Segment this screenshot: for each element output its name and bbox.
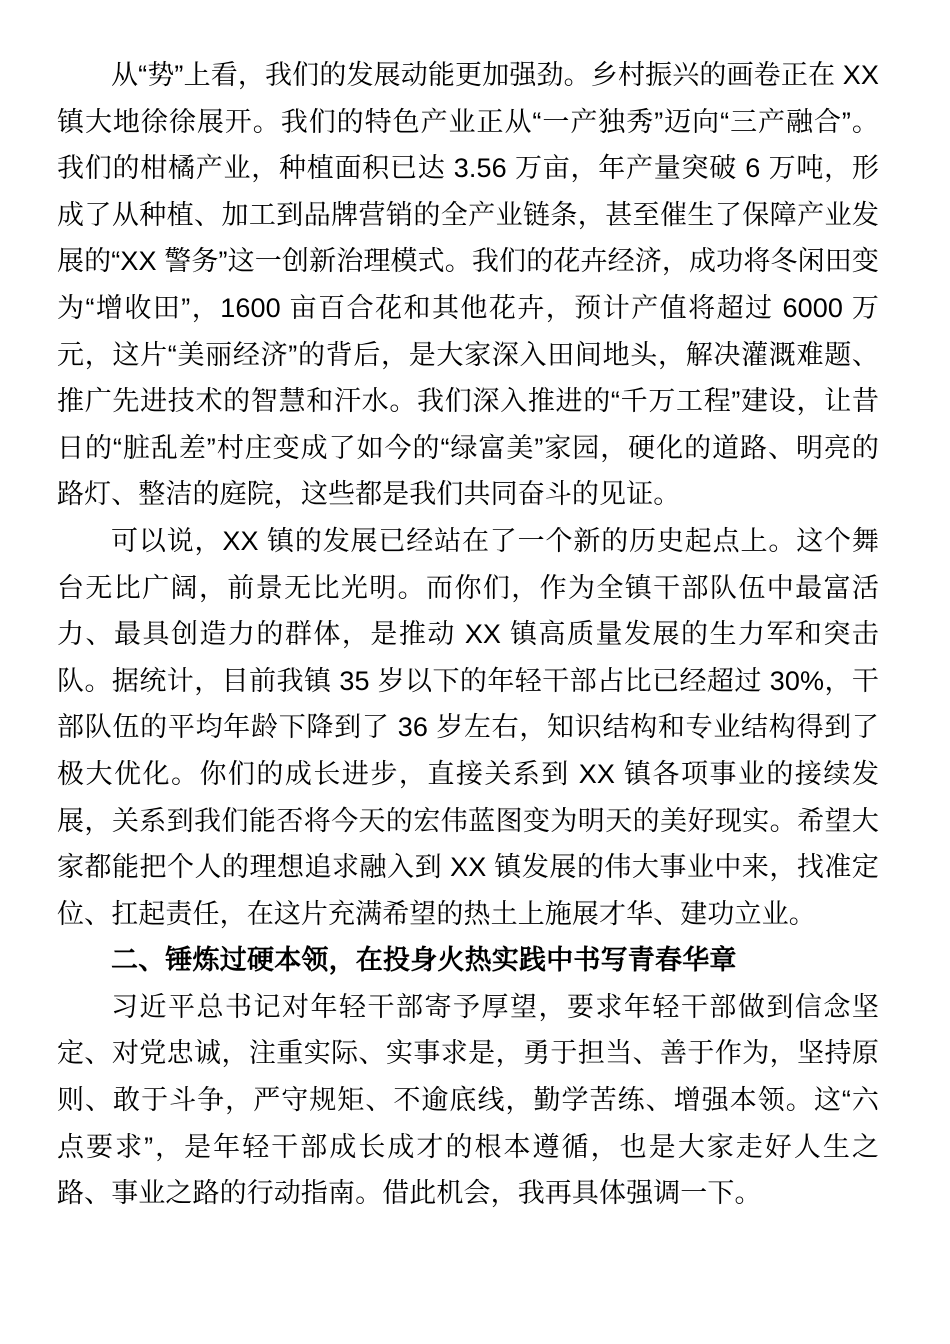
paragraph-historical-starting-point: 可以说，XX 镇的发展已经站在了一个新的历史起点上。这个舞台无比广阔，前景无比光明。而你们，作为全镇干部队伍中最富活力、最具创造力的群体，是推动 XX 镇高质量发展的生力军和突击队。据统计，目前我镇 35 岁以下的年轻干部占比已经超过 30%，干部队伍的平均年龄下降到了 36 岁左右，知识结构和专业结构得到了极大优化。你们的成长进步，直接关系到 XX 镇各项事业的接续发展，关系到我们能否将今天的宏伟蓝图变为明天的美好现实。希望大家都能把个人的理想追求融入到 XX 镇发展的伟大事业中来，找准定位、扛起责任，在这片充满希望的热土上施展才华、建功立业。 [57, 525, 879, 929]
document-body [57, 52, 879, 1217]
paragraph-development-momentum: 从“势”上看，我们的发展动能更加强劲。乡村振兴的画卷正在 XX 镇大地徐徐展开。我们的特色产业正从“一产独秀”迈向“三产融合”。我们的柑橘产业，种植面积已达 3.56 万亩，年产量突破 6 万吨，形成了从种植、加工到品牌营销的全产业链条，甚至催生了保障产业发展的“XX 警务”这一创新治理模式。我们的花卉经济，成功将冬闲田变为“增收田”，1600 亩百合花和其他花卉，预计产值将超过 6000 万元，这片“美丽经济”的背后，是大家深入田间地头，解决灌溉难题、推广先进技术的智慧和汗水。我们深入推进的“千万工程”建设，让昔日的“脏乱差”村庄变成了如今的“绿富美”家园，硬化的道路、明亮的路灯、整洁的庭院，这些都是我们共同奋斗的见证。 [57, 60, 879, 510]
section-heading-two: 二、锤炼过硬本领，在投身火热实践中书写青春华章 [111, 945, 737, 976]
paragraph-six-requirements: 习近平总书记对年轻干部寄予厚望，要求年轻干部做到信念坚定、对党忠诚，注重实际、实事求是，勇于担当、善于作为，坚持原则、敢于斗争，严守规矩、不逾底线，勤学苦练、增强本领。这“六点要求”，是年轻干部成长成才的根本遵循，也是大家走好人生之路、事业之路的行动指南。借此机会，我再具体强调一下。 [57, 991, 879, 1209]
